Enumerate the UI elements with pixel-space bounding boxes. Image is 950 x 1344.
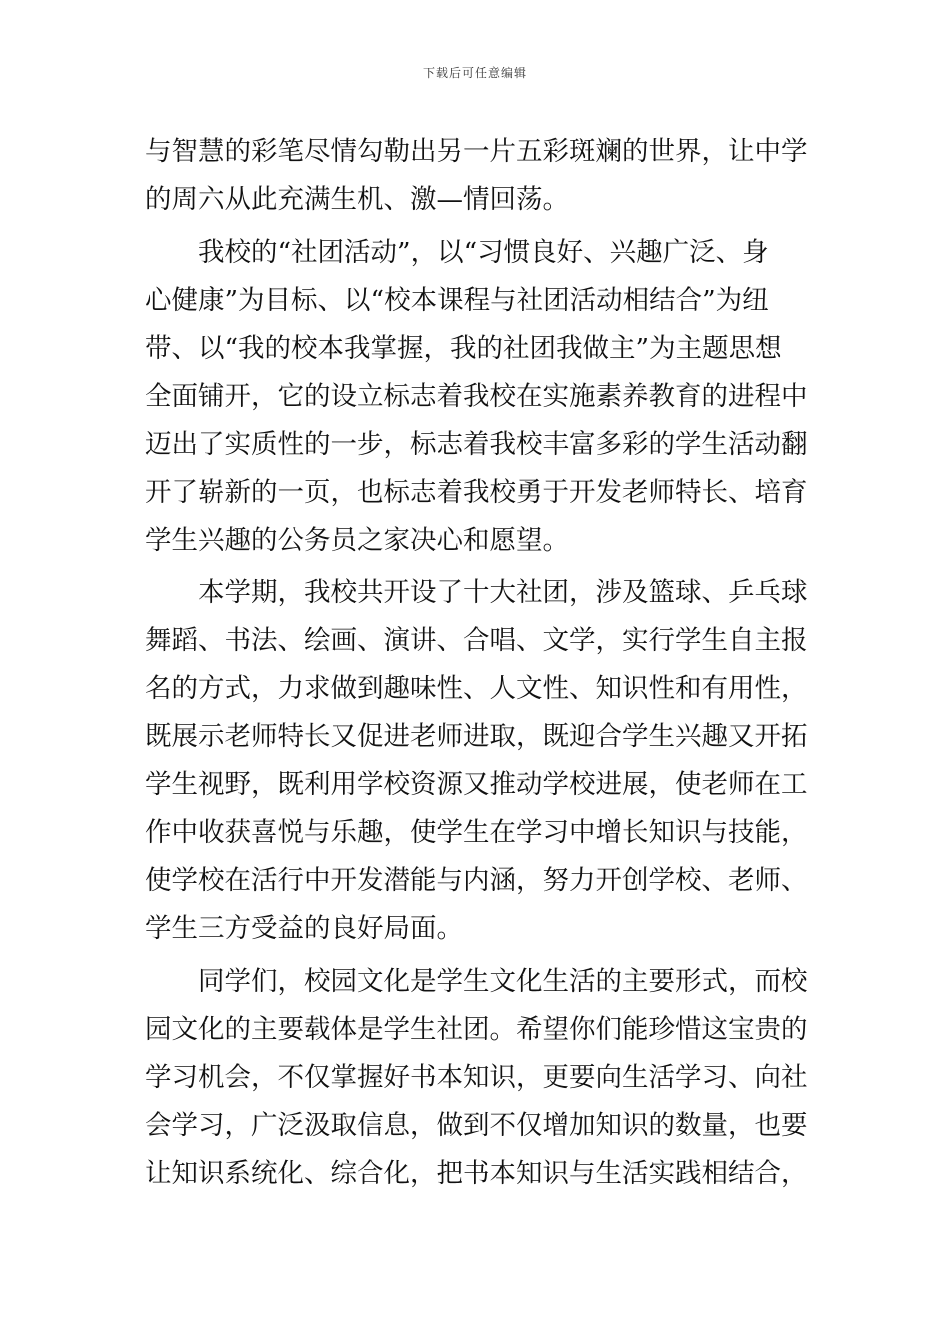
- text-line: 本学期，我校共开设了十大社团，涉及篮球、乒乓球: [198, 577, 808, 608]
- text-line: 全面铺开，它的设立标志着我校在实施素养教育的进程中: [145, 380, 808, 412]
- text-line: 心健康”为目标、以“校本课程与社团活动相结合”为纽: [145, 284, 769, 316]
- text-line: 既展示老师特长又促进老师进取，既迎合学生兴趣又开拓: [145, 721, 808, 752]
- paragraph-students: [145, 958, 810, 1198]
- paragraph-club-activities: [145, 229, 810, 565]
- text-line: 舞蹈、书法、绘画、演讲、合唱、文学，实行学生自主报: [145, 625, 808, 656]
- text-line: 使学校在活行中开发潜能与内涵，努力开创学校、老师、: [145, 865, 808, 896]
- text-line: 学生兴趣的公务员之家决心和愿望。: [145, 524, 569, 556]
- text-line: 让知识系统化、综合化，把书本知识与生活实践相结合，: [145, 1157, 808, 1189]
- text-line: 园文化的主要载体是学生社团。希望你们能珍惜这宝贵的: [145, 1013, 808, 1045]
- text-line: 迈出了实质性的一步，标志着我校丰富多彩的学生活动翻: [145, 428, 808, 460]
- paragraph-continuation: [145, 128, 810, 224]
- text-line: 学习机会，不仅掌握好书本知识，更要向生活学习、向社: [145, 1061, 808, 1093]
- text-line: 开了崭新的一页，也标志着我校勇于开发老师特长、培育: [145, 476, 808, 508]
- text-line: 与智慧的彩笔尽情勾勒出另一片五彩斑斓的世界，让中学: [145, 136, 808, 167]
- text-line: 名的方式，力求做到趣味性、人文性、知识性和有用性，: [145, 673, 808, 704]
- text-line: 学生三方受益的良好局面。: [145, 913, 463, 944]
- text-line: 会学习，广泛汲取信息，做到不仅增加知识的数量，也要: [145, 1109, 808, 1141]
- document-body: [145, 128, 810, 1198]
- text-line: 学生视野，既利用学校资源又推动学校进展，使老师在工: [145, 769, 808, 800]
- text-line: 作中收获喜悦与乐趣，使学生在学习中增长知识与技能，: [145, 817, 808, 848]
- text-line: 同学们，校园文化是学生文化生活的主要形式，而校: [198, 965, 808, 997]
- text-line: 我校的“社团活动”，以“习惯良好、兴趣广泛、身: [198, 236, 769, 268]
- text-line: 带、以“我的校本我掌握，我的社团我做主”为主题思想: [145, 332, 782, 364]
- text-line: 的周六从此充满生机、激—情回荡。: [145, 184, 569, 215]
- page-header: 下载后可任意编辑: [422, 66, 527, 80]
- paragraph-this-semester: [145, 569, 810, 953]
